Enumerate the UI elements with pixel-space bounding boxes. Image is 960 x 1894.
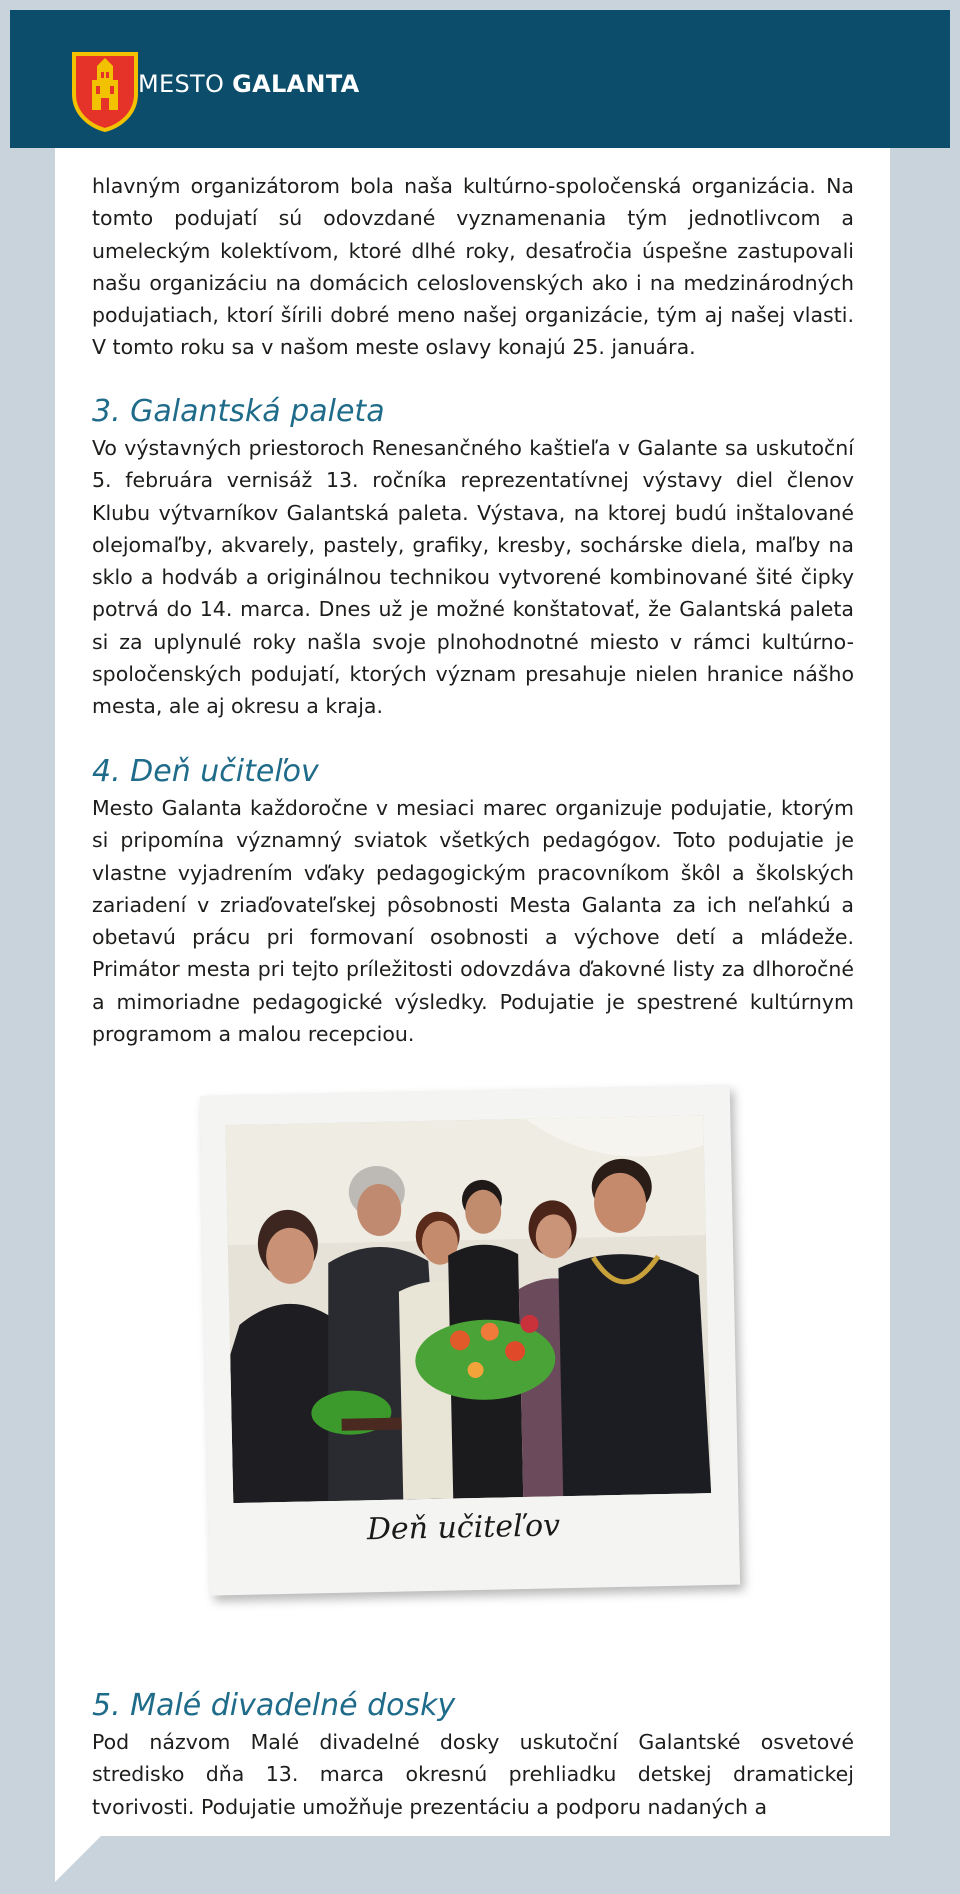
section-paragraph: Mesto Galanta každoročne v mesiaci marec organizuje podujatie, ktorým si pripomína významný sviatok všetkých pedagógov. Toto podujatie je vlastne vyjadrením vďaky pedagogickým pracovníkom škôl a školských zariadení v zriaďovateľskej pôsobnosti Mesta Galanta za ich neľahkú a obetavú prácu pri formovaní osobnosti a výchove detí a mládeže. Primátor mesta pri tejto príležitosti odovzdáva ďakovné listy za dlhoročné a mimoriadne pedagogické výsledky. Podujatie je spestrené kultúrnym programom a malou recepciou. <box>92 796 854 1047</box>
intro-paragraph: hlavným organizátorom bola naša kultúrno-spoločenská organizácia. Na tomto podujatí sú odovzdané vyznamenania tým jednotlivcom a umeleckým kolektívom, ktoré dlhé roky, desaťročia úspešne zastupovali našu organizáciu na domácich celoslovenských ako i na medzinárodných podujatiach, ktorí šírili dobré meno našej organizácie, tým aj našej vlasti. V tomto roku sa v našom meste oslavy konajú 25. januára. <box>92 174 854 360</box>
polaroid-frame <box>200 1085 740 1596</box>
section-heading: 3. Galantská paleta <box>92 394 385 429</box>
page-notch <box>55 1836 101 1882</box>
section-paragraph: Vo výstavných priestoroch Renesančného kaštieľa v Galante sa uskutoční 5. februára vernisáž 13. ročníka reprezentatívnej výstavy diel členov Klubu výtvarníkov Galantská paleta. Výstava, na ktorej budú inštalované olejomaľby, akvarely, pastely, grafiky, kresby, sochárske diela, maľby na sklo a hodváb a originálnou technikou vytvorené kombinované šité čipky potrvá do 14. marca. Dnes už je možné konštatovať, že Galantská paleta si za uplynulé roky našla svoje plnohodnotné miesto v rámci kultúrno-spoločenských podujatí, ktorých význam presahuje nielen hranice nášho mesta, ale aj okresu a kraja. <box>92 436 854 719</box>
galanta-crest-icon <box>70 50 140 132</box>
ceremony-illustration <box>225 1115 711 1503</box>
brand-title: MESTO GALANTA <box>138 70 360 98</box>
ceremony-photo <box>225 1115 711 1503</box>
section-heading: 5. Malé divadelné dosky <box>92 1688 456 1723</box>
intro-section <box>92 170 854 364</box>
section-male-divadelne-dosky <box>92 1686 854 1823</box>
section-heading: 4. Deň učiteľov <box>92 754 319 789</box>
section-paragraph: Pod názvom Malé divadelné dosky uskutoční Galantské osvetové stredisko dňa 13. marca okresnú prehliadku detskej dramatickej tvorivosti. Podujatie umožňuje prezentáciu a podporu nadaných a <box>92 1730 854 1819</box>
header-bar <box>10 10 950 148</box>
section-den-ucitelov <box>92 752 854 1050</box>
polaroid-photo <box>200 1084 751 1603</box>
section-galantska-paleta <box>92 392 854 723</box>
photo-caption: Deň učiteľov <box>366 1508 561 1548</box>
